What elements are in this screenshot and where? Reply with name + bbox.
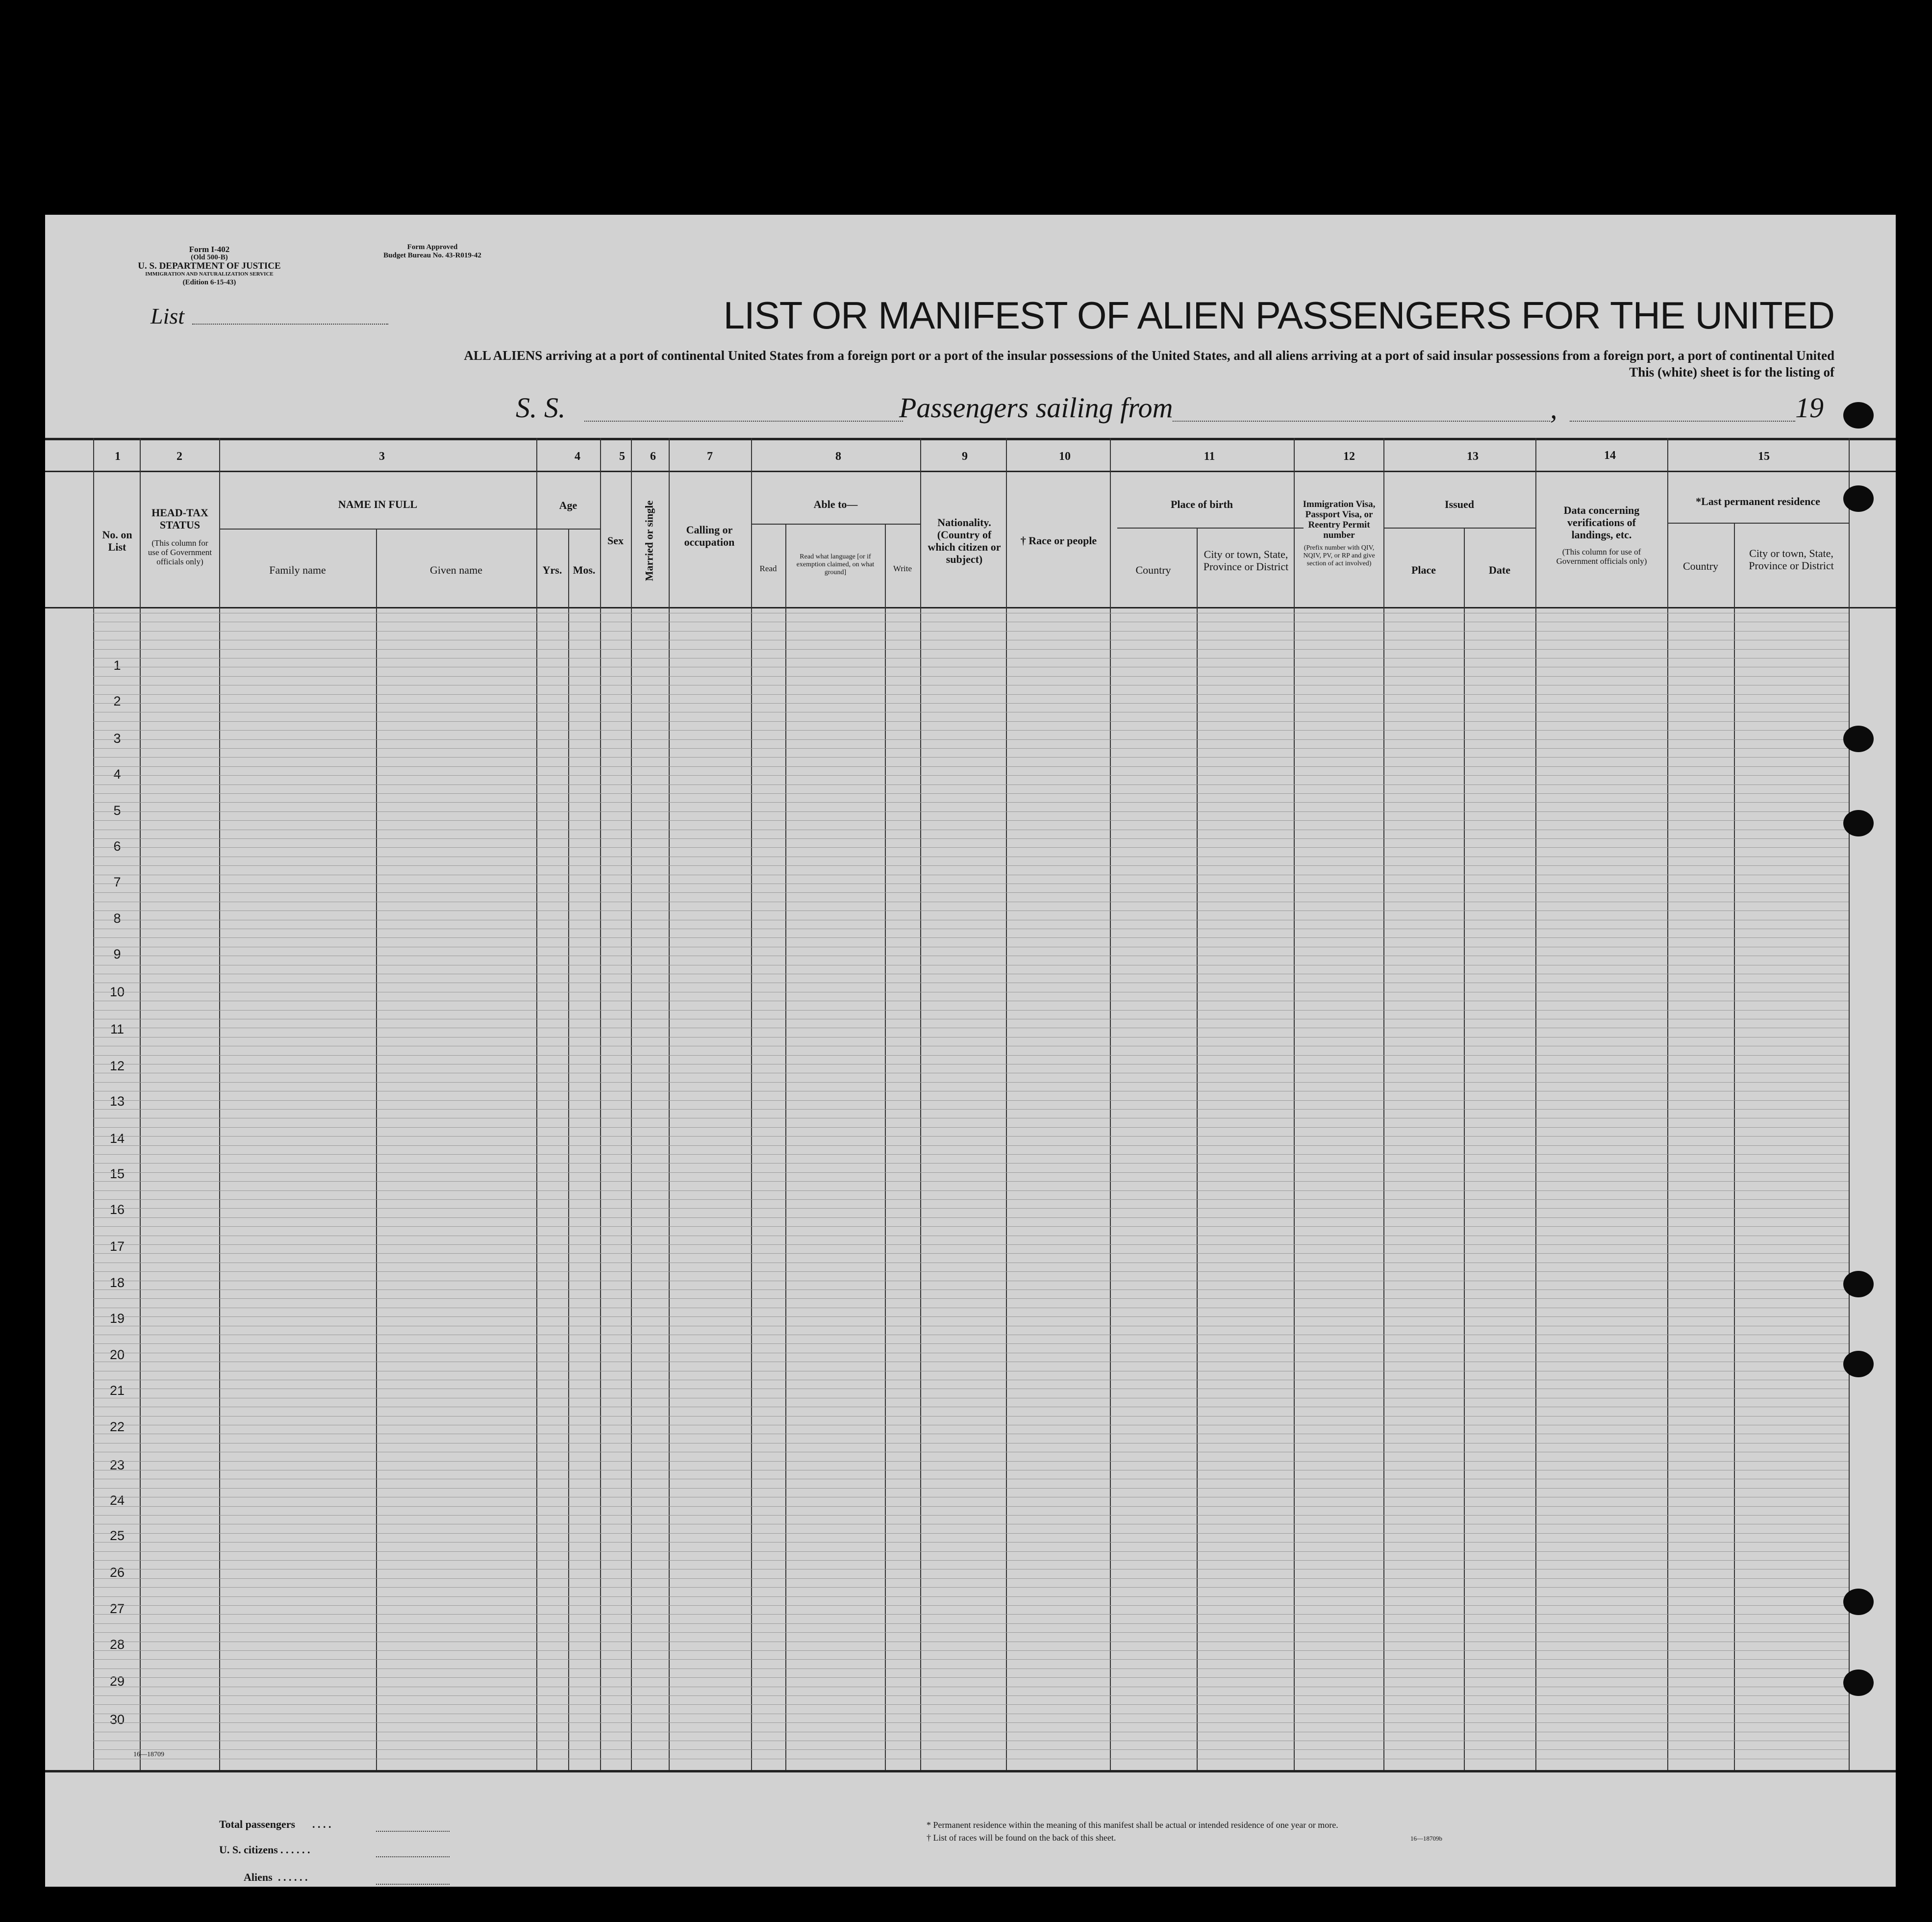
ruled-line (93, 631, 1849, 632)
row-number: 5 (113, 803, 121, 818)
col-line (920, 438, 921, 1770)
row-number: 7 (113, 875, 121, 889)
us-citizens-label: U. S. citizens (219, 1844, 278, 1856)
ruled-line (93, 1226, 1849, 1227)
given-name-header: Given name (430, 564, 482, 576)
calling-header: Calling or occupation (684, 524, 735, 548)
punch-hole (1843, 810, 1874, 836)
ruled-line (93, 1010, 1849, 1011)
read-language-header: Read what language [or if exemption claimed, on what ground] (796, 553, 875, 576)
ruled-line (93, 937, 1849, 938)
col-line (1849, 438, 1850, 1770)
ruled-line (93, 766, 1849, 767)
page-title: LIST OR MANIFEST OF ALIEN PASSENGERS FOR THE UNITED (723, 294, 1834, 337)
col-num: 3 (379, 450, 385, 463)
col-line (669, 438, 670, 1770)
nationality-header: Nationality. (Country of which citizen or subject) (928, 516, 1001, 565)
col-num: 11 (1204, 450, 1215, 463)
col-line (1383, 438, 1384, 1770)
form-number: Form I-402 (189, 245, 230, 254)
col-line (600, 438, 601, 1770)
ruled-line (93, 1533, 1849, 1534)
ruled-line (93, 1154, 1849, 1155)
issued-header: Issued (1445, 498, 1474, 510)
ruled-line (93, 1488, 1849, 1489)
col-num: 1 (115, 450, 121, 463)
data-concerning-header: Data concerning verifications of landings, etc. (1563, 504, 1640, 541)
ruled-line (93, 1082, 1849, 1083)
col-num: 10 (1059, 450, 1071, 463)
sailing-blank (1173, 421, 1550, 422)
ruled-line (93, 1677, 1849, 1678)
dots: . . . . . . (278, 1871, 308, 1883)
aliens-label: Aliens (244, 1871, 273, 1883)
row-number: 30 (109, 1712, 125, 1727)
ruled-line (93, 793, 1849, 794)
sub-col-line (785, 524, 786, 1770)
ruled-line (93, 730, 1849, 731)
ruled-line (93, 1542, 1849, 1543)
col-num: 15 (1758, 450, 1770, 463)
old-form-number: (Old 500-B) (191, 253, 228, 261)
row-number: 1 (113, 658, 121, 673)
col-num: 2 (176, 450, 182, 463)
intro-line-1: ALL ALIENS arriving at a port of continental United States from a foreign port or a port of the insular possessions of the United States, and all aliens arriving at a port of said insular possessions from a foreign port, a port of continental United (464, 348, 1834, 363)
ruled-line (93, 865, 1849, 866)
year-label: 19 (1795, 392, 1824, 424)
row-number: 19 (109, 1311, 125, 1326)
ruled-line (93, 784, 1849, 785)
residence-country-header: Country (1682, 560, 1719, 572)
ruled-line (93, 775, 1849, 776)
residence-sub-rule (1667, 523, 1849, 524)
dots: . . . . (312, 1818, 331, 1830)
ruled-line (93, 847, 1849, 848)
ruled-line (93, 1605, 1849, 1606)
issued-place-header: Place (1411, 564, 1436, 576)
ruled-line (93, 1190, 1849, 1191)
footer-note-1: * Permanent residence within the meaning of this manifest shall be actual or intended residence of one year or more. (927, 1820, 1338, 1830)
ruled-line (93, 910, 1849, 911)
name-sub-rule (219, 529, 536, 530)
visa-note: (Prefix number with QIV, NQIV, PV, or RP and give section of act involved) (1303, 544, 1375, 567)
residence-city-header: City or town, State, Province or District (1749, 547, 1834, 572)
footer-code: 16—18709b (1410, 1835, 1442, 1842)
ruled-line (93, 811, 1849, 812)
able-sub-rule (751, 524, 920, 525)
row-number: 27 (109, 1601, 125, 1616)
ruled-line (93, 1271, 1849, 1272)
ruled-line (93, 1055, 1849, 1056)
row-number: 17 (109, 1239, 125, 1254)
row-number: 3 (113, 731, 121, 746)
ruled-line (93, 748, 1849, 749)
punch-hole (1843, 1271, 1874, 1297)
ruled-line (93, 1145, 1849, 1146)
ruled-line (93, 838, 1849, 839)
birth-country-header: Country (1135, 564, 1171, 576)
row-number: 11 (110, 1022, 125, 1037)
ruled-line (93, 676, 1849, 677)
aliens-blank (376, 1884, 450, 1885)
edition: (Edition 6-15-43) (182, 278, 236, 286)
form-approved: Form Approved (407, 243, 458, 251)
row-number: 2 (113, 694, 121, 708)
header-bottom-rule (45, 607, 1896, 608)
birth-city-header: City or town, State, Province or District (1203, 548, 1289, 573)
form-info (131, 245, 288, 287)
col-num: 13 (1467, 450, 1479, 463)
issued-sub-rule (1383, 528, 1535, 529)
manifest-sheet (45, 215, 1896, 1887)
col-num: 6 (650, 450, 656, 463)
row-number: 20 (109, 1347, 125, 1362)
ss-label: S. S. (516, 392, 566, 424)
col-line (751, 438, 752, 1770)
punch-hole (1843, 485, 1874, 512)
row-number: 14 (109, 1131, 125, 1146)
list-label: List (151, 303, 185, 329)
punch-hole (1843, 1589, 1874, 1615)
sailing-label: Passengers sailing from (899, 392, 1173, 424)
ruled-line (93, 1199, 1849, 1200)
ruled-line (93, 1560, 1849, 1561)
sub-col-line (568, 529, 569, 1770)
col-num: 14 (1604, 449, 1616, 462)
ruled-line (93, 757, 1849, 758)
family-name-header: Family name (269, 564, 326, 576)
data-note: (This column for use of Government officials only) (1556, 547, 1647, 566)
col-line (140, 438, 141, 1770)
sex-header: Sex (607, 534, 624, 547)
row-number: 29 (109, 1674, 125, 1689)
punch-hole (1843, 1669, 1874, 1696)
row-number: 18 (109, 1275, 125, 1290)
row-number: 16 (109, 1202, 125, 1217)
no-on-list-header: No. on List (102, 529, 132, 553)
ruled-line (93, 1109, 1849, 1110)
able-to-header: Able to— (813, 498, 858, 510)
ruled-line (93, 1244, 1849, 1245)
mos-header: Mos. (573, 564, 596, 576)
budget-info (359, 243, 506, 260)
col-num: 12 (1343, 450, 1355, 463)
total-passengers-label: Total passengers (219, 1818, 296, 1830)
married-header: Married or single (643, 500, 655, 582)
row-number: 21 (109, 1383, 125, 1398)
col-num: 5 (619, 450, 625, 463)
issued-date-header: Date (1489, 564, 1510, 576)
col-line (1535, 438, 1536, 1770)
read-header: Read (759, 564, 777, 573)
ruled-line (93, 1695, 1849, 1696)
age-header: Age (559, 499, 577, 511)
ruled-line (93, 1596, 1849, 1597)
ruled-line (93, 1578, 1849, 1579)
ruled-line (93, 1587, 1849, 1588)
row-number: 4 (113, 767, 121, 782)
ruled-line (93, 649, 1849, 650)
col-num: 9 (962, 450, 968, 463)
header-top-rule (45, 438, 1896, 440)
ruled-line (93, 1100, 1849, 1101)
sub-col-line (885, 524, 886, 1770)
sub-col-line (1464, 528, 1465, 1770)
ruled-line (93, 1461, 1849, 1462)
write-header: Write (893, 564, 912, 573)
date-blank (1570, 421, 1795, 422)
punch-hole (1843, 726, 1874, 752)
last-residence-header: *Last permanent residence (1696, 495, 1820, 507)
row-number: 6 (113, 839, 121, 854)
row-number: 12 (109, 1059, 125, 1073)
ruled-line (93, 1749, 1849, 1750)
row-number: 24 (109, 1493, 125, 1508)
ruled-line (93, 1172, 1849, 1173)
ruled-line (93, 1253, 1849, 1254)
bottom-code: 16—18709 (133, 1751, 164, 1758)
ruled-line (93, 1659, 1849, 1660)
dots: . . . . . . (280, 1844, 310, 1856)
list-blank (192, 324, 388, 325)
col-line (536, 438, 537, 1770)
visa-header: Immigration Visa, Passport Visa, or Reentry Permit number (1303, 499, 1376, 540)
budget-bureau: Budget Bureau No. 43-R019-42 (383, 252, 481, 259)
row-number: 22 (109, 1419, 125, 1434)
headtax-note: (This column for use of Government officials only) (148, 538, 212, 566)
col-line (631, 438, 632, 1770)
ruled-line (93, 1722, 1849, 1723)
ruled-line (93, 802, 1849, 803)
row-number: 15 (109, 1166, 125, 1181)
ruled-line (93, 1343, 1849, 1344)
row-number: 13 (109, 1094, 125, 1109)
col-num: 4 (575, 450, 580, 463)
row-number: 8 (113, 911, 121, 926)
ruled-line (93, 1704, 1849, 1705)
col-num: 8 (835, 450, 841, 463)
ruled-line (93, 1551, 1849, 1552)
colnum-rule (45, 471, 1896, 472)
ruled-line (93, 703, 1849, 704)
ruled-line (93, 1632, 1849, 1633)
punch-hole (1843, 402, 1874, 429)
service: IMMIGRATION AND NATURALIZATION SERVICE (145, 271, 274, 277)
ruled-line (93, 739, 1849, 740)
ruled-line (93, 820, 1849, 821)
ruled-line (93, 1614, 1849, 1615)
race-header: † Race or people (1020, 534, 1097, 547)
row-number: 26 (109, 1565, 125, 1580)
row-number: 28 (109, 1637, 125, 1652)
col-line (1006, 438, 1007, 1770)
col-line (1294, 438, 1295, 1770)
birth-sub-rule (1117, 528, 1304, 529)
total-passengers-blank (376, 1831, 450, 1832)
ruled-line (93, 892, 1849, 893)
us-citizens-blank (376, 1856, 450, 1857)
row-number: 23 (109, 1458, 125, 1472)
yrs-header: Yrs. (542, 564, 562, 576)
ruled-line (93, 1127, 1849, 1128)
sub-col-line (1197, 528, 1198, 1770)
ruled-line (93, 1136, 1849, 1137)
department: U. S. DEPARTMENT OF JUSTICE (138, 261, 281, 271)
ruled-line (93, 1217, 1849, 1218)
ruled-line (93, 721, 1849, 722)
ruled-line (93, 1316, 1849, 1317)
name-in-full-header: NAME IN FULL (338, 498, 418, 510)
row-number: 25 (109, 1528, 125, 1543)
ruled-line (93, 1208, 1849, 1209)
col-num: 7 (707, 450, 713, 463)
ruled-line (93, 1506, 1849, 1507)
row-number: 10 (109, 985, 125, 999)
ruled-line (93, 1650, 1849, 1651)
sub-col-line (1734, 523, 1735, 1770)
intro-line-2: This (white) sheet is for the listing of (1629, 365, 1834, 379)
sub-col-line (376, 529, 377, 1770)
footer-note-2: † List of races will be found on the back of this sheet. (927, 1833, 1116, 1843)
col-line (1667, 438, 1668, 1770)
col-line (93, 438, 94, 1770)
row-number: 9 (113, 947, 121, 961)
comma: , (1550, 393, 1557, 425)
punch-hole (1843, 1351, 1874, 1377)
col-line (1110, 438, 1111, 1770)
headtax-header: HEAD-TAX STATUS (151, 506, 208, 531)
ss-blank (584, 421, 903, 422)
ruled-line (93, 1298, 1849, 1299)
ruled-line (93, 694, 1849, 695)
col-line (219, 438, 220, 1770)
ruled-line (93, 1515, 1849, 1516)
ruled-line (93, 1623, 1849, 1624)
place-of-birth-header: Place of birth (1170, 498, 1233, 510)
ruled-line (93, 1181, 1849, 1182)
body-bottom-rule (45, 1770, 1896, 1772)
